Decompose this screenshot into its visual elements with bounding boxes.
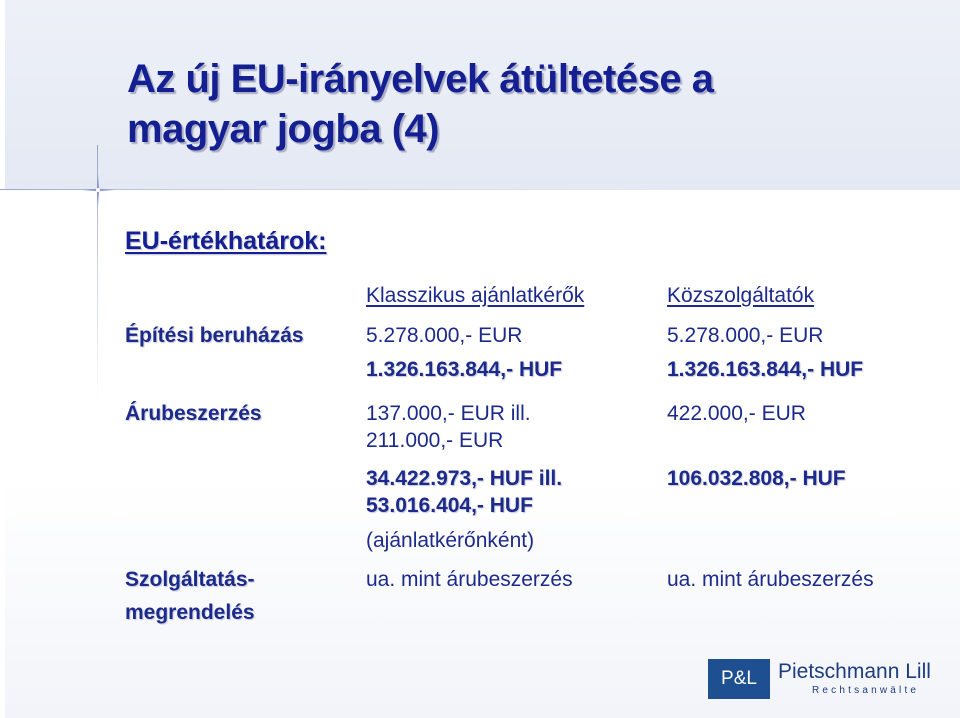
works-classic-eur: 5.278.000,- EUR (366, 324, 523, 347)
row-label-services-1: Szolgáltatás- (125, 568, 255, 591)
vertical-divider (97, 145, 98, 718)
page-title (127, 54, 927, 154)
works-utility-eur: 5.278.000,- EUR (667, 324, 824, 347)
content-background (0, 190, 960, 718)
logo-mark: P&L (708, 659, 770, 699)
supplies-classic-note: (ajánlatkérőnként) (366, 529, 535, 552)
logo-tagline: Rechtsanwälte (812, 685, 920, 696)
services-utility: ua. mint árubeszerzés (667, 568, 874, 591)
company-logo (708, 659, 940, 699)
left-strip (0, 0, 5, 718)
works-classic-huf: 1.326.163.844,- HUF (366, 358, 563, 381)
supplies-classic-huf-1: 34.422.973,- HUF ill. (366, 467, 563, 490)
section-subtitle: EU-értékhatárok: (125, 227, 327, 255)
sparkle-icon (78, 170, 118, 210)
column-header-utility: Közszolgáltatók (667, 284, 815, 307)
supplies-classic-eur-1: 137.000,- EUR ill. (366, 402, 531, 425)
supplies-classic-eur-2: 211.000,- EUR (366, 429, 504, 452)
works-utility-huf: 1.326.163.844,- HUF (667, 358, 864, 381)
supplies-classic-huf-2: 53.016.404,- HUF (366, 494, 533, 517)
row-label-supplies: Árubeszerzés (125, 402, 262, 425)
page-title-line-1: Az új EU-irányelvek átültetése a (127, 57, 714, 101)
column-header-classic: Klasszikus ajánlatkérők (366, 284, 585, 307)
supplies-utility-eur: 422.000,- EUR (667, 402, 806, 425)
supplies-utility-huf: 106.032.808,- HUF (667, 467, 846, 490)
horizontal-divider (0, 189, 960, 190)
row-label-works: Építési beruházás (125, 324, 304, 347)
services-classic: ua. mint árubeszerzés (366, 568, 573, 591)
logo-name: Pietschmann Lill (778, 660, 931, 683)
row-label-services-2: megrendelés (125, 601, 255, 624)
page-title-line-2: magyar jogba (4) (127, 107, 440, 151)
